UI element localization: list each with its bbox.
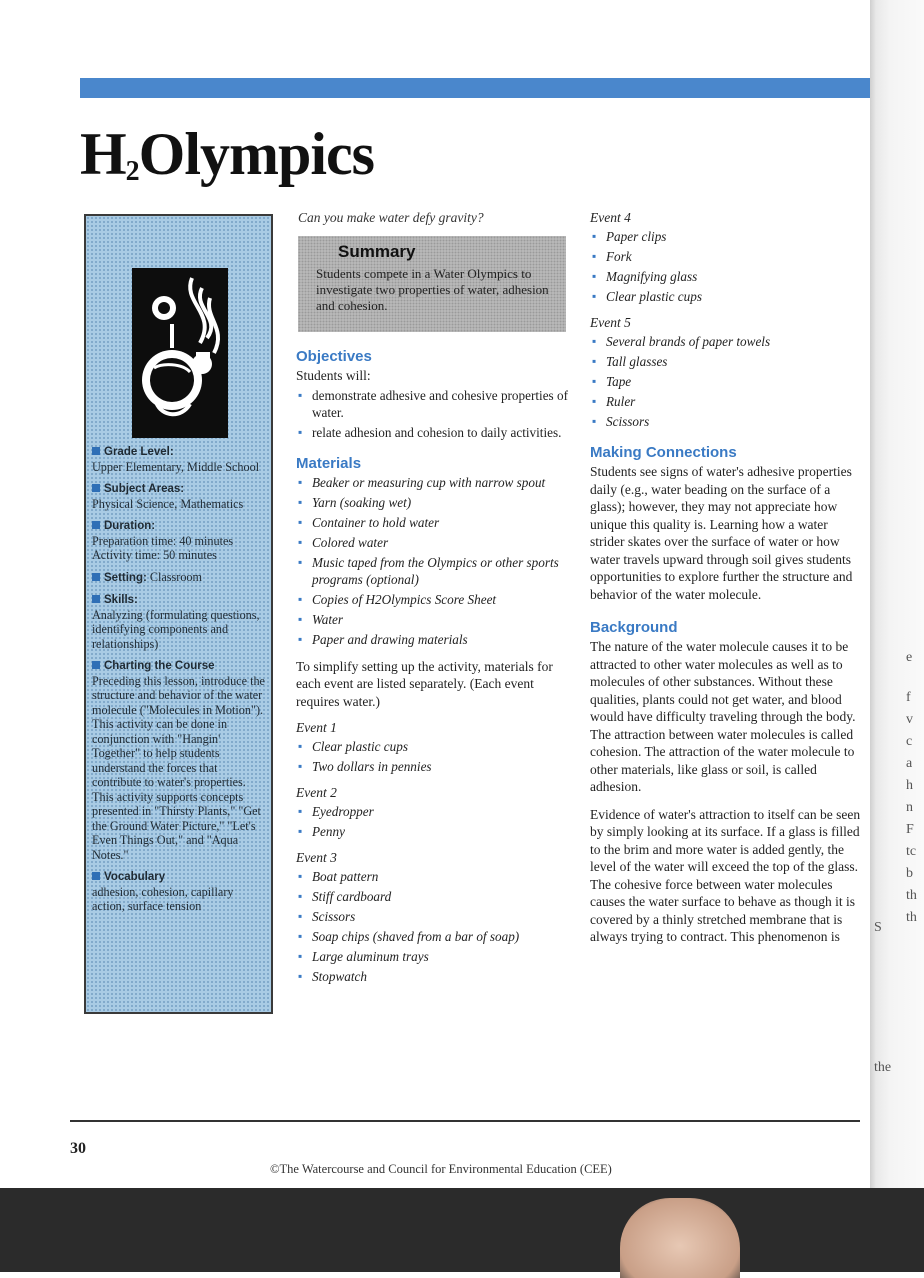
event-3-list bbox=[296, 868, 568, 985]
list-item: ▪ Soap chips (shaved from a bar of soap) bbox=[296, 928, 568, 945]
setting-text: Classroom bbox=[149, 569, 202, 584]
list-item: ▪ Water bbox=[296, 611, 568, 628]
list-item: ▪ Ruler bbox=[590, 393, 862, 410]
list-item: ▪ Stiff cardboard bbox=[296, 888, 568, 905]
event-4-list bbox=[590, 228, 862, 305]
summary-box bbox=[298, 236, 566, 332]
connections-text: Students see signs of water's adhesive properties daily (e.g., water beading on the surface of a glass); however, they may not appreciate how unique this quality is. Learning how a water strider skates over the surface of water or how water travels upward through soil gives students opportunities to explore further the structure and behavior of the water molecule. bbox=[590, 464, 853, 602]
event-4-label: Event 4 bbox=[590, 210, 631, 225]
square-bullet-icon bbox=[92, 573, 100, 581]
header-bar bbox=[80, 78, 870, 98]
materials-list bbox=[296, 474, 568, 648]
column-middle bbox=[296, 210, 568, 995]
event-5-label: Event 5 bbox=[590, 315, 631, 330]
connections-heading: Making Connections bbox=[590, 444, 737, 461]
list-item: ▪ Colored water bbox=[296, 534, 568, 551]
vocab-text: adhesion, cohesion, capillary action, surface tension bbox=[92, 884, 234, 913]
square-bullet-icon bbox=[92, 521, 100, 529]
vocab-label: Vocabulary bbox=[104, 871, 166, 883]
charting-label: Charting the Course bbox=[104, 660, 215, 672]
duration-activity: Activity time: 50 minutes bbox=[92, 548, 217, 562]
sidebar-panel bbox=[84, 214, 273, 1014]
square-bullet-icon bbox=[92, 595, 100, 603]
list-item: ▪ Large aluminum trays bbox=[296, 948, 568, 965]
square-bullet-icon bbox=[92, 872, 100, 880]
event-3-label: Event 3 bbox=[296, 850, 337, 865]
summary-text: Students compete in a Water Olympics to investigate two properties of water, adhesion and cohesion. bbox=[316, 266, 549, 313]
materials-heading: Materials bbox=[296, 454, 362, 472]
list-item: ▪ Paper and drawing materials bbox=[296, 631, 568, 648]
copyright-notice: ©The Watercourse and Council for Environmental Education (CEE) bbox=[270, 1162, 612, 1176]
list-item: ▪ Magnifying glass bbox=[590, 268, 862, 285]
objectives-heading: Objectives bbox=[296, 348, 372, 365]
event-1-label: Event 1 bbox=[296, 720, 337, 735]
footer-rule bbox=[70, 1120, 860, 1122]
duration-label: Duration: bbox=[104, 520, 156, 532]
event-2-list bbox=[296, 803, 568, 840]
list-item: ▪ Copies of H2Olympics Score Sheet bbox=[296, 591, 568, 608]
list-item: ▪ Two dollars in pennies bbox=[296, 758, 568, 775]
skills-label: Skills: bbox=[104, 594, 138, 606]
grade-text: Upper Elementary, Middle School bbox=[92, 459, 260, 474]
list-item: ▪ Tape bbox=[590, 373, 862, 390]
event-5-list bbox=[590, 333, 862, 430]
list-item: ▪ Music taped from the Olympics or other sports programs (optional) bbox=[296, 554, 568, 588]
list-item: ▪ Scissors bbox=[296, 908, 568, 925]
square-bullet-icon bbox=[92, 661, 100, 669]
background-paragraph-2: Evidence of water's attraction to itself can be seen by simply looking at its surface. If a glass is filled to the brim and more water is added gently, the level of the water will exceed the top of the glass. The cohesive force between water molecules causes the water surface to behave as though it is covered by a thinly stretched membrane that is always trying to contract. This phenomenon is bbox=[590, 806, 861, 944]
list-item: ▪ Paper clips bbox=[590, 228, 862, 245]
sidebar-info bbox=[92, 444, 266, 921]
charting-text: Preceding this lesson, introduce the structure and behavior of the water molecule ("Molecules in Motion"). This activity can be done in conjunction with "Hangin' Together" to help students understand the forces that contribute to water's properties. This activity supports concepts presented in "Thirsty Plants," "Get the Ground Water Picture," "Let's Even Things Out," and "Aqua Notes." bbox=[92, 673, 265, 862]
duration-prep: Preparation time: 40 minutes bbox=[92, 533, 234, 548]
scan-background bbox=[0, 1188, 924, 1272]
materials-note: To simplify setting up the activity, materials for each event are listed separately. (Each event requires water.) bbox=[296, 658, 553, 709]
guiding-question: Can you make water defy gravity? bbox=[298, 210, 484, 225]
objectives-list bbox=[296, 387, 568, 441]
list-item: ▪ Several brands of paper towels bbox=[590, 333, 862, 350]
thumb-shadow bbox=[620, 1198, 740, 1278]
skills-text: Analyzing (formulating questions, identifying components and relationships) bbox=[92, 607, 260, 651]
square-bullet-icon bbox=[92, 484, 100, 492]
next-page-fragments: e f v c a h n F tc b th th S the bbox=[874, 650, 917, 1075]
objectives-intro: Students will: bbox=[296, 368, 371, 383]
column-right bbox=[590, 210, 862, 956]
subject-label: Subject Areas: bbox=[104, 483, 185, 495]
list-item: ▪ Tall glasses bbox=[590, 353, 862, 370]
list-item: ▪ Clear plastic cups bbox=[296, 738, 568, 755]
list-item: ▪ Eyedropper bbox=[296, 803, 568, 820]
setting-label: Setting: bbox=[104, 571, 147, 584]
list-item: ▪ Penny bbox=[296, 823, 568, 840]
list-item: ▪ Scissors bbox=[590, 413, 862, 430]
event-1-list bbox=[296, 738, 568, 775]
list-item: ▪ Fork bbox=[590, 248, 862, 265]
grade-label: Grade Level: bbox=[104, 446, 174, 458]
square-bullet-icon bbox=[92, 447, 100, 455]
list-item: ▪ Container to hold water bbox=[296, 514, 568, 531]
list-item: ▪ Yarn (soaking wet) bbox=[296, 494, 568, 511]
activity-illustration bbox=[132, 268, 228, 438]
list-item: ▪ demonstrate adhesive and cohesive properties of water. bbox=[296, 387, 568, 421]
list-item: ▪ Clear plastic cups bbox=[590, 288, 862, 305]
event-2-label: Event 2 bbox=[296, 785, 337, 800]
background-paragraph-1: The nature of the water molecule causes it to be attracted to other water molecules as well as to molecules of other substances. Without these qualities, plants could not get water, and blood would have difficulty traveling through the body. The attraction between water molecules is called cohesion. The attraction of the water molecule to other materials, like glass or soil, is called adhesion. bbox=[590, 639, 856, 794]
subject-text: Physical Science, Mathematics bbox=[92, 496, 244, 511]
summary-title: Summary bbox=[338, 242, 416, 261]
page-title: $H_2Olympics$ bbox=[80, 121, 375, 187]
list-item: ▪ Beaker or measuring cup with narrow spout bbox=[296, 474, 568, 491]
page-number: 30 bbox=[70, 1140, 86, 1157]
list-item: ▪ relate adhesion and cohesion to daily activities. bbox=[296, 424, 568, 441]
list-item: ▪ Stopwatch bbox=[296, 968, 568, 985]
list-item: ▪ Boat pattern bbox=[296, 868, 568, 885]
background-heading: Background bbox=[590, 619, 678, 636]
